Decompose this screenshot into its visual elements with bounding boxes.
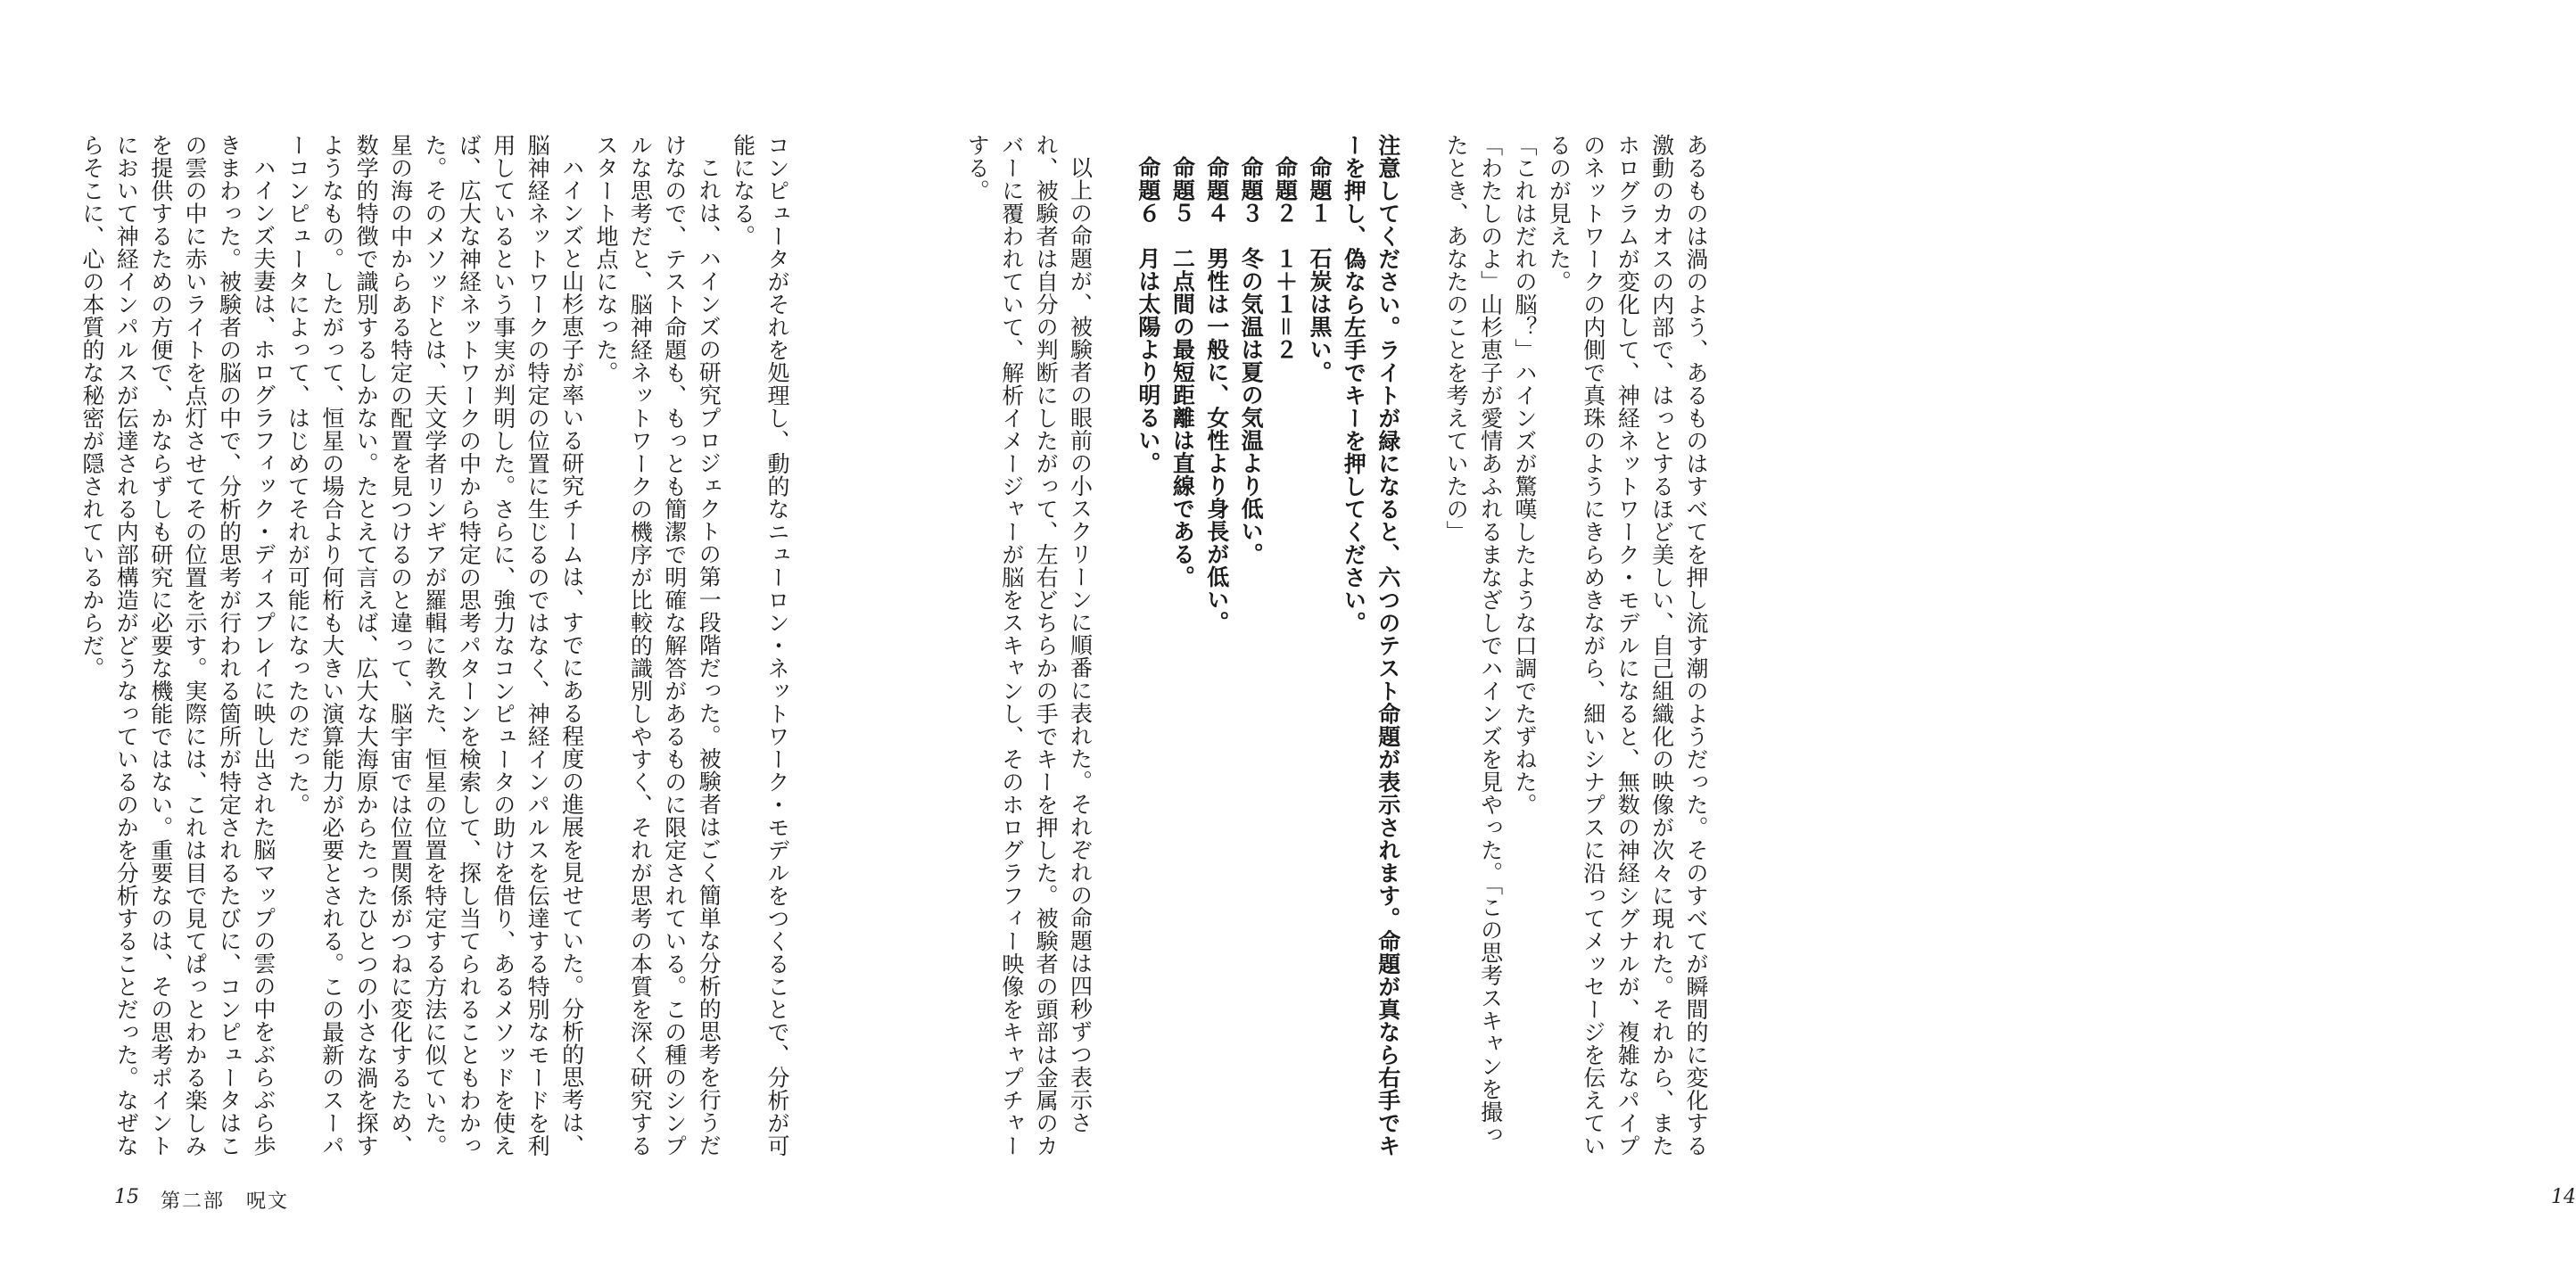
proposition: 命題２ １＋１＝２ — [1272, 156, 1299, 361]
left-page — [0, 0, 892, 1285]
proposition: 命題３ 冬の気温は夏の気温より低い。 — [1238, 156, 1265, 565]
paragraph: 以上の命題が、被験者の眼前の小スクリーンに順番に表れた。それぞれの命題は四秒ずつ表示され、被験者は自分の判断にしたがって、左右どちらかの手でキーを押した。被験者の頭部は金属のカバーに覆われていて、解析イメージャーが脳をスキャンし、そのホログラフィー映像をキャプチャーする。 — [964, 134, 1094, 1157]
paragraph: ハインズと山杉恵子が率いる研究チームは、すでにある程度の進展を見せていた。分析的思考は、脳神経ネットワークの特定の位置に生じるのではなく、神経インパルスを伝達する特別なモードを利用しているという事実が判明した。さらに、強力なコンピュータの助けを借り、あるメソッドを使えば、広大な神経ネットワークの中から特定の思考パターンを検索して、探し当てられることもわかった。そのメソッドとは、天文学者リンギアが羅輯に教えた、恒星の位置を特定する方法に似ていた。星の海の中からある特定の配置を見つけるのと違って、脳宇宙では位置関係がつねに変化するため、数学的特徴で識別するしかない。たとえて言えば、広大な大海原からたったひとつの小さな渦を探すようなもの。したがって、恒星の場合より何桁も大きい演算能力が必要とされる。この最新のスーパーコンピュータによって、はじめてそれが可能になったのだった。 — [285, 134, 585, 1157]
paragraph: コンピュータがそれを処理し、動的なニューロン・ネットワーク・モデルをつくることで、分析が可能になる。 — [730, 134, 790, 1157]
proposition: 命題６ 月は太陽より明るい。 — [1135, 156, 1161, 474]
instruction-text: 注意してください。ライトが緑になると、六つのテスト命題が表示されます。命題が真なら右手でキーを押し、偽なら左手でキーを押してください。 — [1341, 134, 1401, 1157]
paragraph-spacer — [1405, 134, 1439, 1168]
proposition: 命題４ 男性は一般に、女性より身長が低い。 — [1203, 156, 1230, 634]
paragraph: ハインズ夫妻は、ホログラフィック・ディスプレイに映し出された脳マップの雲の中をぶらぶら歩きまわった。被験者の脳の中で、分析的思考が行われる箇所が特定されるたびに、コンピュータはこの雲の中に赤いライトを点灯させてその位置を示す。実際には、これは目で見てぱっとわかる楽しみを提供するための方便で、かならずしも研究に必要な機能ではない。重要なのは、その思考ポイントにおいて神経インパルスが伝達される内部構造がどうなっているのかを分析することだった。なぜならそこに、心の本質的な秘密が隠されているからだ。 — [78, 134, 277, 1157]
paragraph: 「わたしのよ」山杉恵子が愛情あふれるまなざしでハインズを見やった。「この思考スキャンを撮ったとき、あなたのことを考えていたの」 — [1443, 134, 1504, 1146]
page-number-right: 14 — [2551, 1186, 2576, 1208]
proposition: 命題５ 二点間の最短距離は直線である。 — [1169, 156, 1196, 589]
paragraph: 「これはだれの脳？」ハインズが驚嘆したような口調でたずねた。 — [1511, 134, 1538, 816]
left-page-text — [80, 134, 794, 1168]
paragraph-spacer — [1097, 134, 1131, 1168]
proposition: 命題１ 石炭は黒い。 — [1306, 156, 1333, 383]
right-page-text — [964, 134, 1713, 1168]
paragraph: これは、ハインズの研究プロジェクトの第一段階だった。被験者はごく簡単な分析的思考を行うだけなので、テスト命題も、もっとも簡潔で明確な解答があるものに限定されている。この種のシンプルな思考だと、脳神経ネットワークの機序が比較的識別しやすく、それが思考の本質を深く研究するスタート地点になった。 — [592, 134, 722, 1157]
paragraph: あるものは渦のよう、あるものはすべてを押し流す潮のようだった。そのすべてが瞬間的に変化する激動のカオスの内部で、はっとするほど美しい、自己組織化の映像が次々に現れた。それから、またホログラムが変化して、神経ネットワーク・モデルになると、無数の神経シグナルが、複雑なパイプのネットワークの内側で真珠のようにきらめきながら、細いシナプスに沿ってメッセージを伝えているのが見えた。 — [1546, 134, 1709, 1157]
running-head: 第二部 呪文 — [161, 1190, 290, 1213]
right-page — [892, 0, 2576, 1285]
page-number-left: 15 — [114, 1186, 139, 1208]
